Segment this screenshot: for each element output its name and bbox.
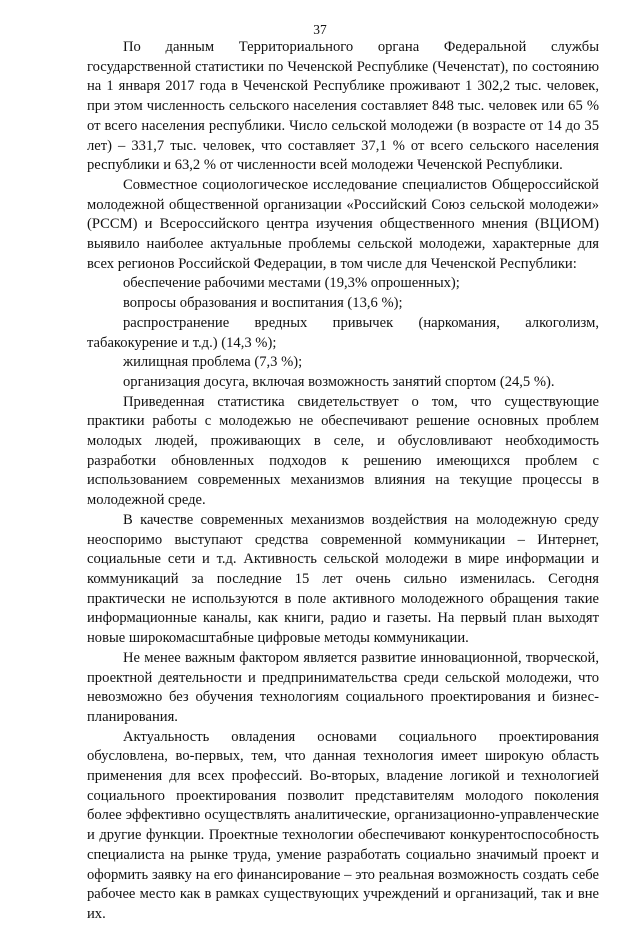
paragraph-innovation-factor: Не менее важным фактором является развитие инновационной, творческой, проектной деятельности и предпринимательства среди сельской молодежи, что невозможно без обучения технологиям социального проектирования и бизнес-планирования. — [87, 649, 599, 725]
list-item-jobs: обеспечение рабочими местами (19,3% опрошенных); — [123, 275, 460, 292]
list-item-bad-habits: распространение вредных привычек (наркомания, алкоголизм, табакокурение и т.д.) (14,3 %); — [87, 314, 599, 351]
paragraph-population-statistics: По данным Территориального органа Федеральной службы государственной статистики по Чеченской Республике (Чеченстат), по состоянию на 1 января 2017 года в Чеченской Республике проживают 1 302,2 тыс. человек, при этом численность сельского населения составляет 848 тыс. человек или 65 % от всего населения республики. Число сельской молодежи (в возрасте от 14 до 35 лет) – 331,7 тыс. человек, что составляет 37,1 % от всего сельского населения республики и 63,2 % от численности всей молодежи Чеченской Республики. — [87, 39, 599, 174]
list-item-education: вопросы образования и воспитания (13,6 %); — [123, 295, 403, 312]
paragraph-statistics-conclusion: Приведенная статистика свидетельствует о том, что существующие практики работы с молодежью не обеспечивают решение основных проблем молодых людей, проживающих в селе, и обусловливают необходимость разработки обновленных подходов к решению имеющихся проблем с использованием современных механизмов влияния на текущие процессы в молодежной среде. — [87, 393, 599, 509]
paragraph-project-relevance: Актуальность овладения основами социального проектирования обусловлена, во-первых, тем, что данная технология имеет широкую область применения для всех профессий. Во-вторых, владение логикой и технологией социального проектирования позволит представителям молодого поколения более эффективно осуществлять аналитические, организационно-управленческие и другие функции. Проектные технологии обеспечивают конкурентоспособность специалиста на рынке труда, умение разработать социально значимый проект и оформить заявку на его финансирование – это реальная возможность создать себе рабочее место как в рамках существующих учреждений и организаций, так и вне их. — [87, 728, 599, 922]
paragraph-communication-means: В качестве современных механизмов воздействия на молодежную среду неоспоримо выступают средства современной коммуникации – Интернет, социальные сети и т.д. Активность сельской молодежи в мире информации и коммуникаций за последние 15 лет очень сильно изменилась. Сегодня практически не используются в поле активного молодежного обращения такие информационные каналы, как книги, радио и газеты. На первый план выходят новые широкомасштабные цифровые методы коммуникации. — [87, 511, 599, 647]
list-item-leisure: организация досуга, включая возможность занятий спортом (24,5 %). — [123, 373, 555, 390]
paragraph-sociological-study: Совместное социологическое исследование специалистов Общероссийской молодежной общественной организации «Российский Союз сельской молодежи» (РССМ) и Всероссийского центра изучения общественного мнения (ВЦИОМ) выявило наиболее актуальные проблемы сельской молодежи, характерные для всех регионов Российской Федерации, в том числе для Чеченской Республики: — [87, 176, 599, 272]
list-item-housing: жилищная проблема (7,3 %); — [123, 354, 303, 371]
document-body — [87, 38, 599, 925]
page-number: 37 — [313, 22, 327, 37]
